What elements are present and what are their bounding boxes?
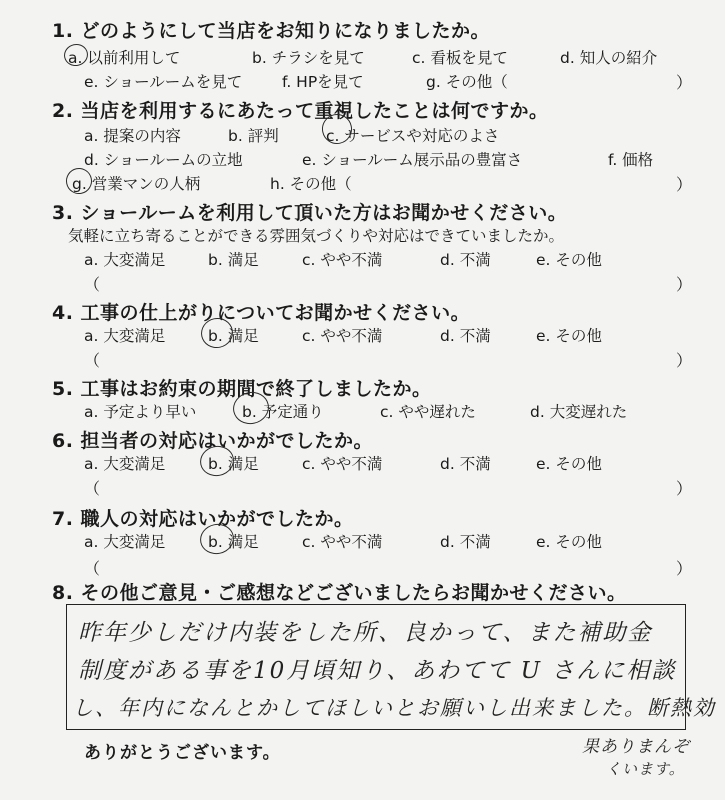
q4-option-d[interactable]: d. 不満 bbox=[440, 327, 491, 345]
q4-option-c[interactable]: c. やや不満 bbox=[302, 327, 383, 345]
handwritten-line-2: 制度がある事を10月頃知り、あわてて U さんに相談 bbox=[78, 658, 677, 684]
handwritten-line-1: 昨年少しだけ内装をした所、良かって、また補助金 bbox=[78, 620, 653, 646]
q1-option-e[interactable]: e. ショールームを見て bbox=[84, 73, 243, 91]
q3-option-a[interactable]: a. 大変満足 bbox=[84, 251, 166, 269]
handwritten-line-3: し、年内になんとかしてほしいとお願いし出来ました。断熱効 bbox=[72, 696, 716, 720]
q7-option-e[interactable]: e. その他 bbox=[536, 533, 602, 551]
q6-option-a[interactable]: a. 大変満足 bbox=[84, 455, 166, 473]
q6-paren-open: （ bbox=[84, 479, 101, 498]
q3-option-b[interactable]: b. 満足 bbox=[208, 251, 259, 269]
q1-option-a[interactable]: a. 以前利用して bbox=[68, 49, 181, 67]
q2-option-h[interactable]: h. その他（ bbox=[270, 175, 352, 193]
q1-paren-close: ） bbox=[676, 73, 693, 92]
q2-paren-close: ） bbox=[676, 175, 693, 194]
question-5-title: 5. 工事はお約束の期間で終了しましたか。 bbox=[52, 378, 432, 400]
handwritten-line-5: くいます。 bbox=[606, 760, 685, 778]
q2-option-b[interactable]: b. 評判 bbox=[228, 127, 279, 145]
question-6-title: 6. 担当者の対応はいかがでしたか。 bbox=[52, 430, 374, 452]
q2-option-f[interactable]: f. 価格 bbox=[608, 151, 654, 169]
q7-option-b[interactable]: b. 満足 bbox=[208, 533, 259, 551]
q4-option-e[interactable]: e. その他 bbox=[536, 327, 602, 345]
q3-option-c[interactable]: c. やや不満 bbox=[302, 251, 383, 269]
q3-option-e[interactable]: e. その他 bbox=[536, 251, 602, 269]
q5-option-a[interactable]: a. 予定より早い bbox=[84, 403, 197, 421]
question-3-title: 3. ショールームを利用して頂いた方はお聞かせください。 bbox=[52, 202, 568, 224]
q5-option-b[interactable]: b. 予定通り bbox=[242, 403, 324, 421]
q2-option-a[interactable]: a. 提案の内容 bbox=[84, 127, 181, 145]
q5-option-d[interactable]: d. 大変遅れた bbox=[530, 403, 628, 421]
handwritten-line-4: 果ありまんぞ bbox=[582, 737, 690, 757]
q1-option-f[interactable]: f. HPを見て bbox=[282, 73, 364, 91]
q7-option-c[interactable]: c. やや不満 bbox=[302, 533, 383, 551]
q2-option-e[interactable]: e. ショールーム展示品の豊富さ bbox=[302, 151, 523, 169]
question-1-title: 1. どのようにして当店をお知りになりましたか。 bbox=[52, 20, 491, 42]
q6-option-b[interactable]: b. 満足 bbox=[208, 455, 259, 473]
q3-paren-open: （ bbox=[84, 275, 101, 294]
q7-option-d[interactable]: d. 不満 bbox=[440, 533, 491, 551]
question-8-title: 8. その他ご意見・ご感想などございましたらお聞かせください。 bbox=[52, 582, 627, 604]
thank-you-text: ありがとうございます。 bbox=[84, 743, 281, 763]
q4-option-a[interactable]: a. 大変満足 bbox=[84, 327, 166, 345]
q1-option-g[interactable]: g. その他（ bbox=[426, 73, 508, 91]
q3-option-d[interactable]: d. 不満 bbox=[440, 251, 491, 269]
question-7-title: 7. 職人の対応はいかがでしたか。 bbox=[52, 508, 354, 530]
q2-option-g[interactable]: g. 営業マンの人柄 bbox=[72, 175, 201, 193]
question-2-title: 2. 当店を利用するにあたって重視したことは何ですか。 bbox=[52, 100, 549, 122]
q3-paren-close: ） bbox=[676, 275, 693, 294]
q1-option-b[interactable]: b. チラシを見て bbox=[252, 49, 365, 67]
q7-paren-close: ） bbox=[676, 559, 693, 578]
q3-subquestion: 気軽に立ち寄ることができる雰囲気づくりや対応はできていましたか。 bbox=[68, 227, 565, 245]
q1-option-c[interactable]: c. 看板を見て bbox=[412, 49, 508, 67]
q7-option-a[interactable]: a. 大変満足 bbox=[84, 533, 166, 551]
q4-paren-open: （ bbox=[84, 351, 101, 370]
q6-option-c[interactable]: c. やや不満 bbox=[302, 455, 383, 473]
q6-option-e[interactable]: e. その他 bbox=[536, 455, 602, 473]
q2-option-d[interactable]: d. ショールームの立地 bbox=[84, 151, 243, 169]
q2-option-c[interactable]: c. サービスや対応のよさ bbox=[326, 127, 500, 145]
q1-option-d[interactable]: d. 知人の紹介 bbox=[560, 49, 658, 67]
q6-option-d[interactable]: d. 不満 bbox=[440, 455, 491, 473]
q5-option-c[interactable]: c. やや遅れた bbox=[380, 403, 476, 421]
q6-paren-close: ） bbox=[676, 479, 693, 498]
question-4-title: 4. 工事の仕上がりについてお聞かせください。 bbox=[52, 302, 471, 324]
q4-option-b[interactable]: b. 満足 bbox=[208, 327, 259, 345]
q4-paren-close: ） bbox=[676, 351, 693, 370]
q7-paren-open: （ bbox=[84, 559, 101, 578]
